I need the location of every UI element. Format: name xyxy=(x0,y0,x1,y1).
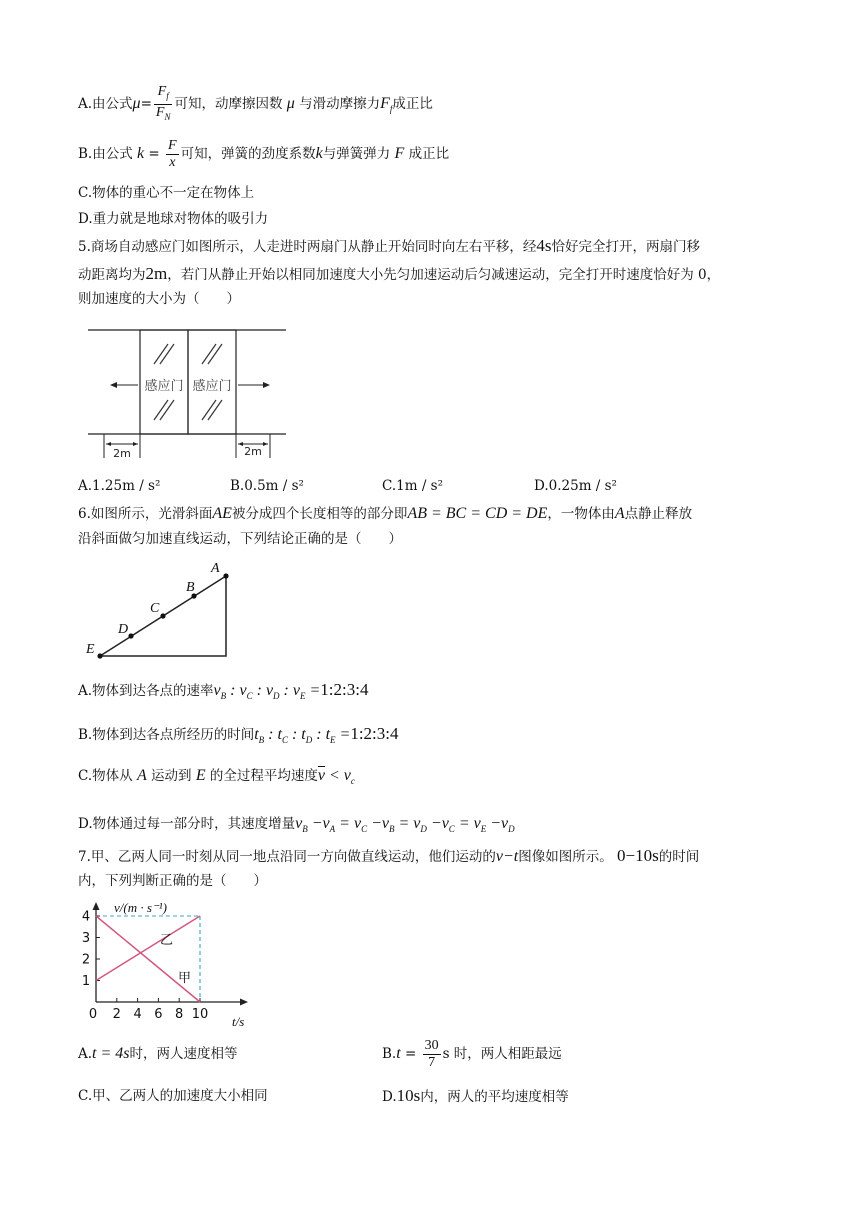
y-axis-label: v/(m · s⁻¹) xyxy=(114,900,167,915)
q5-text2: 恰好完全打开，两扇门移 xyxy=(551,239,701,255)
k-symbol-2: k xyxy=(315,145,323,162)
x-axis-arrow-icon xyxy=(240,999,248,1006)
vt-chart xyxy=(82,898,262,1034)
arrow-right-icon xyxy=(263,382,270,388)
spring-formula: $\frac{F}{x}$ xyxy=(168,138,177,170)
q6-text3: ，一物体由 xyxy=(547,506,615,522)
q4-a-text: A.由公式 xyxy=(78,95,133,112)
q4-option-b: B.由公式 k = $\frac{F}{x}$ 可知，弹簧的劲度系数k与弹簧弹力 F 成正比 xyxy=(78,138,450,170)
x-tick-label-0: 0 xyxy=(88,1007,98,1022)
q7-b-t: t xyxy=(396,1045,401,1062)
q7-a-text: 时，两人速度相等 xyxy=(129,1046,238,1062)
q6-b-ratio: 1:2:3:4 xyxy=(350,724,399,743)
label-b: B xyxy=(186,580,195,595)
q5-distance: 2m xyxy=(145,264,168,283)
x-tick-label-6: 6 xyxy=(154,1007,163,1022)
q7-text2: 图像如图所示。 xyxy=(518,849,613,865)
q4-a-text2: 可知，动摩擦因数 xyxy=(174,95,283,112)
q7-stem-line1 xyxy=(78,842,699,871)
q6-a-text: A.物体到达各点的速率 xyxy=(78,683,214,699)
q4-b-text: B.由公式 xyxy=(78,146,133,162)
mu-symbol: μ xyxy=(132,94,141,112)
q7-b-letter: B. xyxy=(382,1046,397,1062)
q7-b-den: 7 xyxy=(428,1055,436,1070)
q5-option-a[interactable]: A.1.25m / s² xyxy=(78,478,161,494)
q5-option-d[interactable]: D.0.25m / s² xyxy=(534,478,617,494)
y-tick-label-3: 3 xyxy=(82,931,91,946)
q6-option-c[interactable] xyxy=(78,762,355,795)
q7-b-text: s 时，两人相距最远 xyxy=(442,1046,562,1062)
q6-text: 6.如图所示，光滑斜面 xyxy=(78,506,213,522)
door-diagram xyxy=(80,322,292,464)
q6-text2: 被分成四个长度相等的部分即 xyxy=(231,506,408,522)
dim-label-left: 2m xyxy=(113,447,131,460)
friction-formula: $\frac{F_f}{F_N}$ xyxy=(155,84,171,122)
q5-stem-line1 xyxy=(78,232,700,261)
q4-a-text3: 与滑动摩擦力 xyxy=(299,95,381,112)
series-label-yi: 乙 xyxy=(160,933,174,948)
q7-option-d[interactable] xyxy=(382,1082,569,1111)
q4-b-text3: 与弹簧弹力 xyxy=(322,146,391,162)
q7-d-math: 10s xyxy=(396,1086,421,1105)
x-tick-label-10: 10 xyxy=(191,1007,209,1022)
q5-time: 4s xyxy=(536,236,552,255)
q6-a-math: $v_B$ : $v_C$ : $v_D$ : $v_E$ = xyxy=(213,682,321,702)
x-tick-label-2: 2 xyxy=(112,1007,121,1022)
q4-b-text4: 成正比 xyxy=(408,146,450,162)
q7-d-letter: D. xyxy=(382,1089,397,1105)
q6-d-text: D.物体通过每一部分时，其速度增量 xyxy=(78,816,296,832)
q6-equalities: AB = BC = CD = DE xyxy=(407,505,548,522)
mu-symbol-2: μ xyxy=(286,94,295,112)
q6-a-ratio: 1:2:3:4 xyxy=(320,680,369,699)
q7-b-num: 30 xyxy=(424,1038,439,1053)
y-axis-arrow-icon xyxy=(93,902,100,910)
q6-d-math: $v_B -v_A = v_C -v_B = v_D -v_C = v_E -v_D$ xyxy=(295,815,515,835)
q6-b-text: B.物体到达各点所经历的时间 xyxy=(78,727,255,743)
q4-a-text4: 成正比 xyxy=(392,95,433,112)
label-e: E xyxy=(86,642,95,657)
q4-option-d: D.重力就是地球对物体的吸引力 xyxy=(78,211,269,227)
incline-diagram xyxy=(80,556,240,666)
arrow-left-icon xyxy=(110,382,117,388)
f-symbol: F xyxy=(394,145,405,162)
ff-symbol: $F_f$ xyxy=(380,94,393,114)
door-label-left: 感应门 xyxy=(144,379,184,394)
q6-c-text2: 运动到 xyxy=(151,768,192,784)
q6-option-a[interactable] xyxy=(78,676,368,710)
q4-option-a: A.由公式μ= $\frac{F_f}{F_N}$ 可知，动摩擦因数 μ 与滑动摩擦力$F_f$成正比 xyxy=(78,84,433,127)
q6-c-math: $\overline{v} < v_c$ xyxy=(317,767,355,787)
q7-a-letter: A. xyxy=(78,1046,93,1062)
x-tick-label-8: 8 xyxy=(175,1007,184,1022)
q7-vt: v−t xyxy=(495,848,519,865)
q7-text3: 的时间 xyxy=(658,849,700,865)
q7-stem-line2: 内，下列判断正确的是（ ） xyxy=(78,873,267,889)
q5-option-b[interactable]: B.0.5m / s² xyxy=(230,478,304,494)
q6-c-a: A xyxy=(136,767,147,784)
door-label-right: 感应门 xyxy=(192,379,232,394)
x-tick-label-4: 4 xyxy=(133,1007,142,1022)
q6-c-text3: 的全过程平均速度 xyxy=(209,768,318,784)
q7-a-math: t = 4s xyxy=(92,1045,130,1062)
q4-option-c: C.物体的重心不一定在物体上 xyxy=(78,185,255,201)
q6-c-text: C.物体从 xyxy=(78,768,133,784)
q6-ae: AE xyxy=(212,505,232,522)
q7-text: 7.甲、乙两人同一时刻从同一地点沿同一方向做直线运动，他们运动的 xyxy=(78,849,496,865)
q6-text4: 点静止释放 xyxy=(624,506,693,522)
series-line-jia xyxy=(96,916,200,1002)
q5-text3: 动距离均为 xyxy=(78,267,146,283)
q7-option-c[interactable]: C.甲、乙两人的加速度大小相同 xyxy=(78,1088,268,1104)
q6-option-d[interactable] xyxy=(78,810,515,843)
dim-label-right: 2m xyxy=(244,445,262,458)
q6-option-b[interactable] xyxy=(78,720,399,754)
x-axis-label: t/s xyxy=(232,1014,245,1029)
point-d xyxy=(128,633,133,638)
y-tick-label-1: 1 xyxy=(82,974,91,989)
point-c xyxy=(160,613,165,618)
label-d: D xyxy=(118,622,129,637)
q7-interval: 0−10s xyxy=(617,846,659,865)
point-a xyxy=(223,573,228,578)
q6-stem-line2: 沿斜面做匀加速直线运动，下列结论正确的是（ ） xyxy=(78,531,402,547)
q5-text: 5.商场自动感应门如图所示，人走进时两扇门从静止开始同时向左右平移，经 xyxy=(78,239,537,255)
q6-point-a: A xyxy=(614,505,625,522)
q6-c-e: E xyxy=(195,767,206,784)
q5-stem-line3: 则加速度的大小为（ ） xyxy=(78,291,240,307)
q7-b-fraction xyxy=(423,1038,441,1071)
q4-b-text2: 可知，弹簧的劲度系数 xyxy=(180,146,316,162)
k-symbol: k xyxy=(137,145,145,162)
q5-text4: ，若门从静止开始以相同加速度大小先匀加速运动后匀减速运动，完全打开时速度恰好为 0， xyxy=(167,267,721,283)
q5-option-c[interactable]: C.1m / s² xyxy=(382,478,444,494)
q6-stem-line1 xyxy=(78,500,692,528)
label-a: A xyxy=(211,561,220,576)
label-c: C xyxy=(150,601,160,616)
y-tick-label-2: 2 xyxy=(82,952,91,968)
y-tick-label-4: 4 xyxy=(82,909,91,925)
series-label-jia: 甲 xyxy=(178,971,192,986)
q7-option-b[interactable]: B.t = $\frac{30}{7}$ s 时，两人相距最远 xyxy=(382,1038,562,1070)
point-e xyxy=(97,653,102,658)
q7-d-text: 内，两人的平均速度相等 xyxy=(420,1089,569,1105)
q5-stem-line2 xyxy=(78,260,720,289)
q6-b-math: $t_B$ : $t_C$ : $t_D$ : $t_E$ = xyxy=(254,726,351,746)
q7-option-a[interactable] xyxy=(78,1040,238,1068)
